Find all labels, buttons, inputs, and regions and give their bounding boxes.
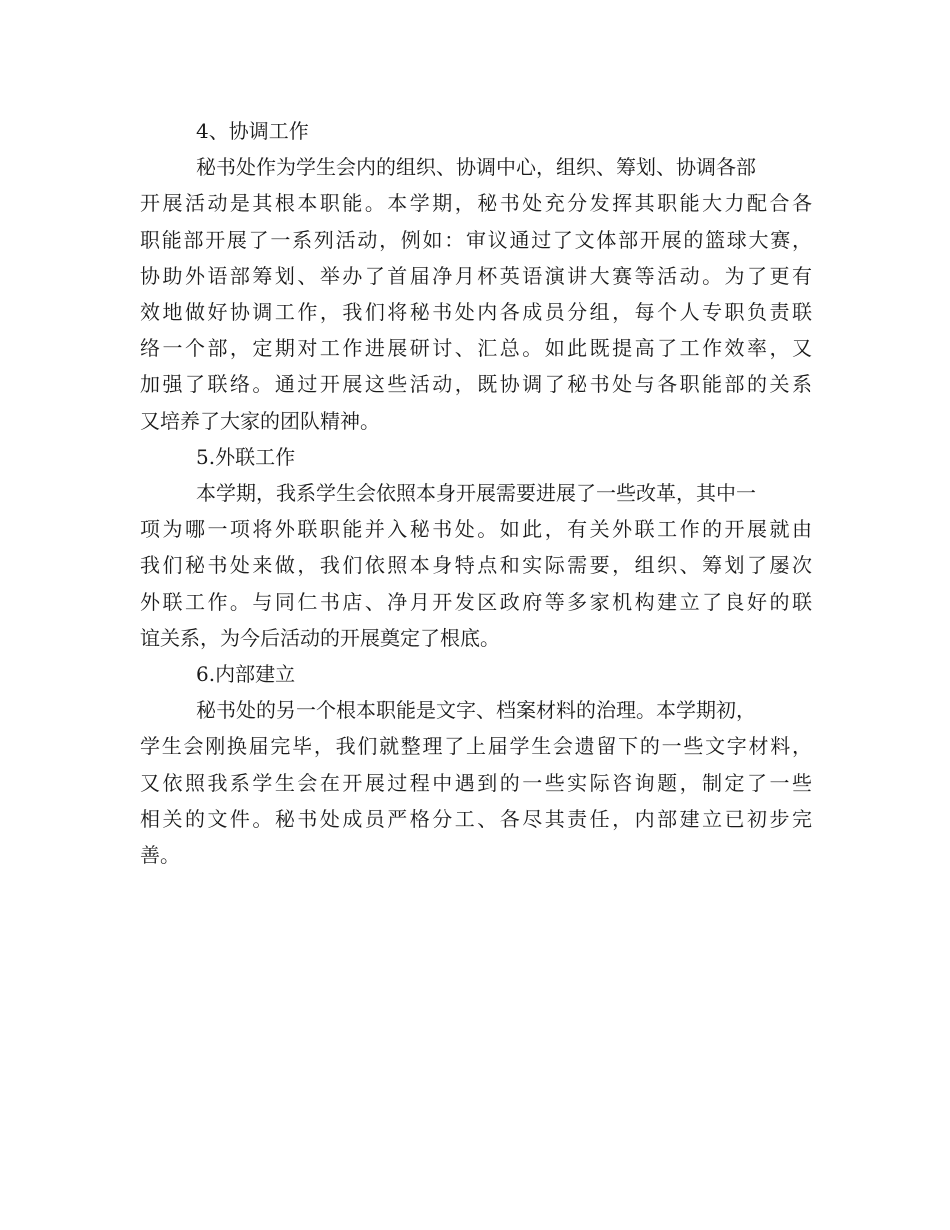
section-heading: 6.内部建立	[196, 662, 296, 687]
section-coordination	[140, 113, 812, 439]
paragraph-line: 秘书处的另一个根本职能是文字、档案材料的治理。本学期初，	[196, 698, 756, 723]
paragraph-line: 加强了联络。通过开展这些活动，既协调了秘书处与各职能部的关系	[140, 372, 812, 397]
paragraph-line: 秘书处作为学生会内的组织、协调中心，组织、筹划、协调各部	[196, 155, 756, 180]
paragraph-line: 善。	[140, 843, 180, 868]
section-paragraph	[140, 692, 812, 873]
paragraph-line: 项为哪一项将外联职能并入秘书处。如此，有关外联工作的开展就由	[140, 517, 812, 542]
paragraph-line: 谊关系，为今后活动的开展奠定了根底。	[140, 625, 500, 650]
paragraph-line: 相关的文件。秘书处成员严格分工、各尽其责任，内部建立已初步完	[140, 806, 812, 831]
section-external-relations	[140, 439, 812, 656]
paragraph-line: 开展活动是其根本职能。本学期，秘书处充分发挥其职能大力配合各	[140, 191, 812, 216]
paragraph-line: 效地做好协调工作，我们将秘书处内各成员分组，每个人专职负责联	[140, 300, 812, 325]
document-body	[140, 113, 812, 873]
section-paragraph	[140, 149, 812, 439]
paragraph-line: 又培养了大家的团队精神。	[140, 408, 380, 433]
section-paragraph	[140, 475, 812, 656]
paragraph-line: 职能部开展了一系列活动，例如：审议通过了文体部开展的篮球大赛，	[140, 227, 812, 252]
paragraph-line: 我们秘书处来做，我们依照本身特点和实际需要，组织、筹划了屡次	[140, 553, 812, 578]
section-heading: 5.外联工作	[196, 444, 296, 469]
paragraph-line: 本学期，我系学生会依照本身开展需要进展了一些改革，其中一	[196, 481, 756, 506]
paragraph-line: 学生会刚换届完毕，我们就整理了上届学生会遗留下的一些文字材料，	[140, 734, 812, 759]
section-internal-building	[140, 656, 812, 873]
paragraph-line: 外联工作。与同仁书店、净月开发区政府等多家机构建立了良好的联	[140, 589, 812, 614]
paragraph-line: 又依照我系学生会在开展过程中遇到的一些实际咨询题，制定了一些	[140, 770, 812, 795]
section-heading: 4、协调工作	[196, 119, 309, 143]
paragraph-line: 协助外语部筹划、举办了首届净月杯英语演讲大赛等活动。为了更有	[140, 263, 812, 288]
paragraph-line: 络一个部，定期对工作进展研讨、汇总。如此既提高了工作效率，又	[140, 336, 812, 361]
